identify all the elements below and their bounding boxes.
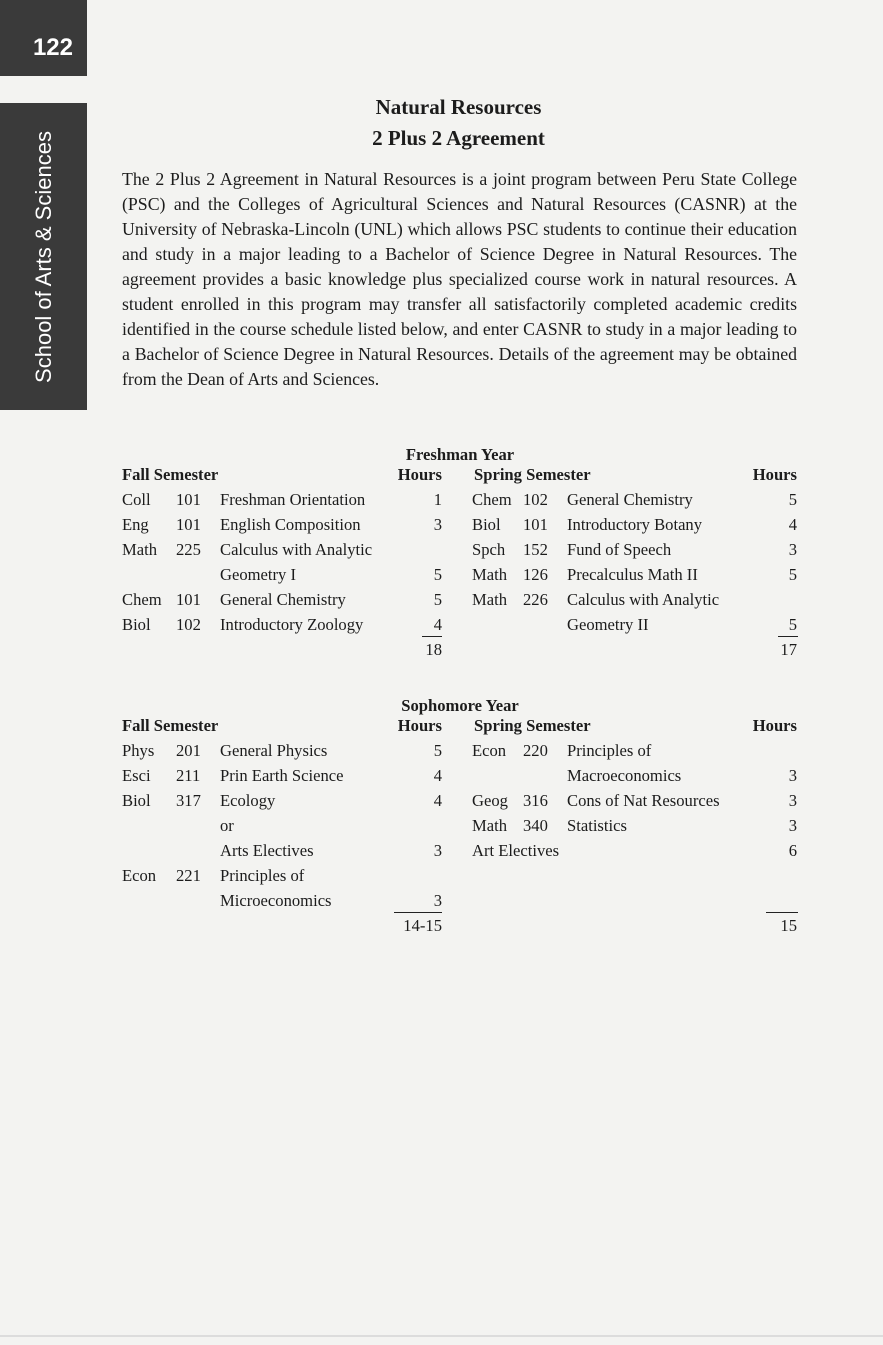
freshman-fall-course-number: 101 bbox=[176, 515, 201, 534]
sophomore-spring-course-dept: Math bbox=[472, 816, 508, 835]
page-subtitle: 2 Plus 2 Agreement bbox=[372, 126, 545, 150]
sophomore-fall-course-hours: 4 bbox=[433, 766, 442, 785]
sophomore-spring-course-dept: Econ bbox=[472, 741, 507, 760]
sophomore-fall-course-hours: 3 bbox=[433, 891, 442, 910]
freshman-spring-course-dept: Math bbox=[472, 565, 508, 584]
freshman-fall-course-hours: 5 bbox=[433, 590, 442, 609]
freshman-spring-course-number: 102 bbox=[523, 490, 548, 509]
freshman-spring-hours-label: Hours bbox=[752, 465, 797, 484]
freshman-fall-course-number: 101 bbox=[176, 590, 201, 609]
sophomore-fall-course-title: Ecology bbox=[220, 791, 276, 810]
sophomore-fall-course-title: General Physics bbox=[220, 741, 328, 760]
sophomore-fall-course-number: 211 bbox=[176, 766, 201, 785]
freshman-spring-course-number: 101 bbox=[523, 515, 548, 534]
sophomore-spring-course-dept: Geog bbox=[472, 791, 508, 810]
freshman-spring-course-title: Geometry II bbox=[567, 615, 649, 634]
sophomore-fall-course-number: 221 bbox=[176, 866, 201, 885]
freshman-spring-course-hours: 4 bbox=[788, 515, 797, 534]
freshman-spring-course-hours: 3 bbox=[788, 540, 797, 559]
sophomore-fall-course-hours: 5 bbox=[433, 741, 442, 760]
freshman-fall-hours-label: Hours bbox=[397, 465, 442, 484]
sophomore-spring-hours-label: Hours bbox=[752, 716, 797, 735]
sophomore-spring-course-title: Statistics bbox=[567, 816, 627, 835]
freshman-fall-course-hours: 1 bbox=[433, 490, 442, 509]
sophomore-year-heading: Sophomore Year bbox=[401, 696, 519, 715]
freshman-fall-course-dept: Math bbox=[122, 540, 158, 559]
freshman-spring-course-title: Precalculus Math II bbox=[567, 565, 698, 584]
sophomore-spring-course-number: 316 bbox=[523, 791, 548, 810]
freshman-spring-course-hours: 5 bbox=[788, 565, 797, 584]
page-title: Natural Resources bbox=[375, 95, 542, 119]
freshman-spring-course-dept: Chem bbox=[472, 490, 512, 509]
freshman-fall-course-title: General Chemistry bbox=[220, 590, 346, 609]
sophomore-fall-course-dept: Biol bbox=[122, 791, 151, 810]
freshman-spring-course-number: 226 bbox=[523, 590, 548, 609]
sophomore-spring-course-title: Cons of Nat Resources bbox=[567, 791, 720, 810]
freshman-fall-course-hours: 3 bbox=[433, 515, 442, 534]
sophomore-spring-course-dept: Art Electives bbox=[472, 841, 560, 860]
sophomore-spring-course-title: Macroeconomics bbox=[567, 766, 682, 785]
freshman-fall-course-title: Freshman Orientation bbox=[220, 490, 366, 509]
freshman-fall-course-dept: Eng bbox=[122, 515, 149, 534]
freshman-spring-course-dept: Biol bbox=[472, 515, 501, 534]
sophomore-spring-course-hours: 3 bbox=[788, 816, 797, 835]
freshman-spring-total: 17 bbox=[780, 640, 797, 659]
sophomore-fall-hours-label: Hours bbox=[397, 716, 442, 735]
sophomore-spring-course-number: 220 bbox=[523, 741, 548, 760]
sophomore-fall-total-rule bbox=[394, 912, 442, 913]
sophomore-fall-course-title: Principles of bbox=[220, 866, 305, 885]
sophomore-spring-course-title: Principles of bbox=[567, 741, 652, 760]
sophomore-fall-course-title: Arts Electives bbox=[220, 841, 314, 860]
freshman-fall-course-title: English Composition bbox=[220, 515, 361, 534]
sophomore-fall-course-hours: 3 bbox=[433, 841, 442, 860]
intro-paragraph: The 2 Plus 2 Agreement in Natural Resources is a joint program between Peru State College (PSC) and the Colleges of Agricultural Sciences and Natural Resources (CASNR) at the University of Nebraska-Lincoln (UNL) which allows PSC students to continue their education and study in a major leading to a Bachelor of Science Degree in Natural Resources. The agreement provides a basic knowledge plus specialized course work in natural resources. A student enrolled in this program may transfer all satisfactorily completed academic credits identified in the course schedule listed below, and enter CASNR to study in a major leading to a Bachelor of Science Degree in Natural Resources. Details of the agreement may be obtained from the Dean of Arts and Sciences. bbox=[122, 169, 797, 389]
freshman-spring-course-number: 152 bbox=[523, 540, 548, 559]
freshman-fall-course-dept: Chem bbox=[122, 590, 162, 609]
freshman-spring-course-dept: Spch bbox=[472, 540, 506, 559]
freshman-year-heading: Freshman Year bbox=[405, 445, 515, 464]
sophomore-spring-label: Spring Semester bbox=[474, 716, 591, 735]
freshman-fall-course-number: 225 bbox=[176, 540, 201, 559]
sophomore-spring-course-hours: 3 bbox=[788, 766, 797, 785]
freshman-fall-course-dept: Biol bbox=[122, 615, 151, 634]
sophomore-spring-course-hours: 6 bbox=[788, 841, 797, 860]
freshman-spring-course-number: 126 bbox=[523, 565, 548, 584]
section-side-tab-label: School of Arts & Sciences bbox=[31, 131, 56, 383]
freshman-fall-course-title: Geometry I bbox=[220, 565, 297, 584]
sophomore-fall-course-number: 317 bbox=[176, 791, 201, 810]
freshman-spring-course-dept: Math bbox=[472, 590, 508, 609]
sophomore-fall-course-title: or bbox=[220, 816, 234, 835]
freshman-fall-course-title: Calculus with Analytic bbox=[220, 540, 373, 559]
freshman-fall-total: 18 bbox=[425, 640, 442, 659]
sophomore-fall-course-number: 201 bbox=[176, 741, 201, 760]
sophomore-spring-total: 15 bbox=[780, 916, 797, 935]
freshman-spring-total-rule bbox=[778, 636, 798, 637]
sophomore-spring-course-hours: 3 bbox=[788, 791, 797, 810]
freshman-spring-course-title: Calculus with Analytic bbox=[567, 590, 720, 609]
sophomore-fall-total: 14-15 bbox=[403, 916, 442, 935]
sophomore-fall-course-title: Prin Earth Science bbox=[220, 766, 344, 785]
freshman-fall-course-number: 101 bbox=[176, 490, 201, 509]
sophomore-fall-course-dept: Econ bbox=[122, 866, 157, 885]
freshman-fall-course-number: 102 bbox=[176, 615, 201, 634]
sophomore-fall-course-hours: 4 bbox=[433, 791, 442, 810]
freshman-fall-total-rule bbox=[422, 636, 442, 637]
sophomore-fall-course-dept: Phys bbox=[122, 741, 155, 760]
sophomore-fall-label: Fall Semester bbox=[122, 716, 219, 735]
section-side-tab bbox=[0, 103, 87, 410]
page-number: 122 bbox=[0, 0, 87, 76]
freshman-fall-course-hours: 4 bbox=[433, 615, 442, 634]
sophomore-spring-total-rule bbox=[766, 912, 798, 913]
sophomore-spring-course-number: 340 bbox=[523, 816, 548, 835]
freshman-fall-course-title: Introductory Zoology bbox=[220, 615, 364, 634]
freshman-fall-course-hours: 5 bbox=[433, 565, 442, 584]
freshman-spring-course-title: General Chemistry bbox=[567, 490, 693, 509]
freshman-fall-course-dept: Coll bbox=[122, 490, 151, 509]
sophomore-fall-course-dept: Esci bbox=[122, 766, 151, 785]
freshman-spring-course-title: Fund of Speech bbox=[567, 540, 672, 559]
freshman-spring-label: Spring Semester bbox=[474, 465, 591, 484]
page-bottom-edge bbox=[0, 1335, 883, 1337]
freshman-spring-course-title: Introductory Botany bbox=[567, 515, 703, 534]
freshman-spring-course-hours: 5 bbox=[788, 615, 797, 634]
freshman-fall-label: Fall Semester bbox=[122, 465, 219, 484]
freshman-spring-course-hours: 5 bbox=[788, 490, 797, 509]
sophomore-fall-course-title: Microeconomics bbox=[220, 891, 332, 910]
